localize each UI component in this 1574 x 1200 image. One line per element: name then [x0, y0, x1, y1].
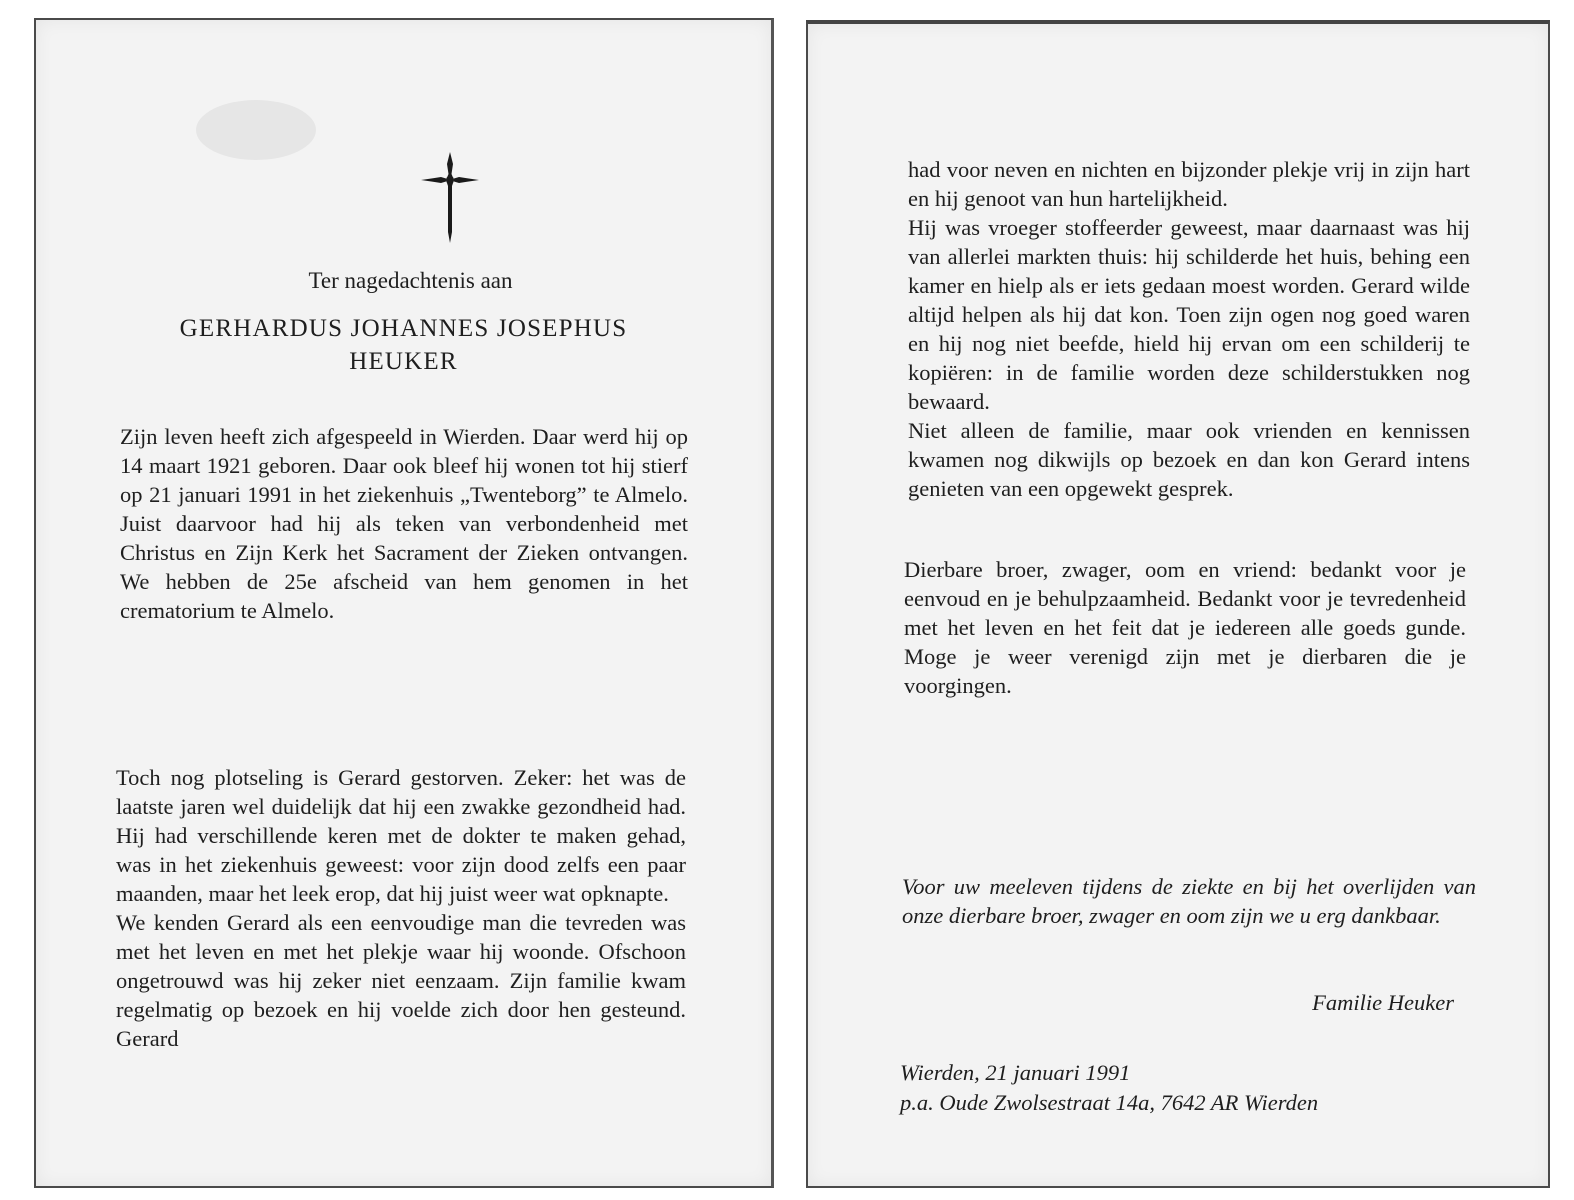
- card-left-page: [34, 18, 774, 1188]
- life-paragraph: [120, 422, 688, 625]
- address: p.a. Oude Zwolsestraat 14a, 7642 AR Wierden: [900, 1090, 1319, 1115]
- death-paragraph: [116, 763, 686, 1053]
- death-text-1: Toch nog plotseling is Gerard gestorven. Zeker: het was de laatste jaren wel duidelijk dat hij een zwakke gezondheid had. Hij had verschillende keren met de dokter te maken gehad, was in het ziekenhuis geweest: voor zijn dood zelfs een paar maanden, maar het leek erop, dat hij juist weer wat opknapte.: [116, 765, 686, 906]
- name-line-2: HEUKER: [349, 348, 458, 375]
- dedication-line: Ter nagedachtenis aan: [308, 268, 513, 293]
- cross-icon: [419, 150, 481, 245]
- death-text-2: We kenden Gerard als een eenvoudige man die tevreden was met het leven en met het plekje waar hij woonde. Ofschoon ongetrouwd was hij zeker niet eenzaam. Zijn familie kwam regelmatig op bezoek en hij voelde zich door hen gesteund. Gerard: [116, 910, 686, 1051]
- family-signature: Familie Heuker: [1312, 990, 1454, 1015]
- farewell-text: Dierbare broer, zwager, oom en vriend: bedankt voor je eenvoud en je behulpzaamheid. Bedankt voor je tevredenheid met het leven en het feit dat je iedereen alle goeds gunde. Moge je weer verenigd zijn met je dierbaren die je voorgingen.: [904, 557, 1466, 698]
- thanks-note: Voor uw meeleven tijdens de ziekte en bij het overlijden van onze dierbare broer, zwager en oom zijn we u erg dankbaar.: [902, 874, 1476, 928]
- card-right-page: [806, 20, 1550, 1188]
- name-line-1: GERHARDUS JOHANNES JOSEPHUS: [179, 315, 628, 342]
- continued-text-2: Hij was vroeger stoffeerder geweest, maar daarnaast was hij van allerlei markten thuis: hij schilderde het huis, behing een kamer en hielp als er iets gedaan moest worden. Gerard wilde altijd helpen als hij dat kon. Toen zijn ogen nog goed waren en hij nog niet beefde, hield hij ervan om een schilderij te kopiëren: in de familie worden deze schilderstukken nog bewaard.: [908, 215, 1470, 414]
- deceased-name: [36, 312, 771, 378]
- farewell-paragraph: [904, 555, 1466, 700]
- continued-text-3: Niet alleen de familie, maar ook vrienden en kennissen kwamen nog dikwijls op bezoek en dan kon Gerard intens genieten van een opgewekt gesprek.: [908, 418, 1470, 501]
- place-date: Wierden, 21 januari 1991: [900, 1060, 1131, 1085]
- life-text: Zijn leven heeft zich afgespeeld in Wierden. Daar werd hij op 14 maart 1921 geboren. Daar ook bleef hij wonen tot hij stierf op 21 januari 1991 in het ziekenhuis „Twenteborg” te Almelo. Juist daarvoor had hij als teken van verbondenheid met Christus en Zijn Kerk het Sacrament der Zieken ontvangen. We hebben de 25e afscheid van hem genomen in het crematorium te Almelo.: [120, 424, 688, 623]
- continued-text-1: had voor neven en nichten en bijzonder plekje vrij in zijn hart en hij genoot van hun hartelijkheid.: [908, 157, 1470, 211]
- paper-smudge: [196, 100, 316, 160]
- continued-paragraph: [908, 155, 1470, 503]
- place-and-address: [900, 1058, 1318, 1118]
